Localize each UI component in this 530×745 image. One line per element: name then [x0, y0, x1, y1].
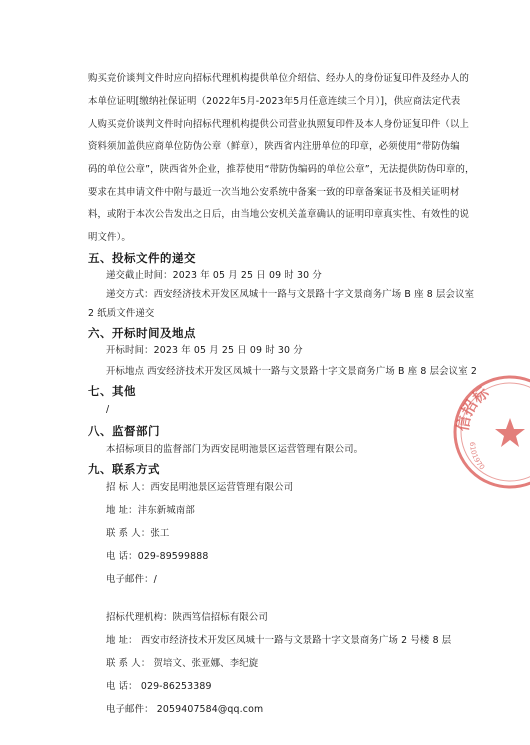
intro-line-7: 料，或附于本次公告发出之日后，由当地公安机关盖章确认的证明印章真实性、有效性的说 [88, 209, 470, 220]
intro-line-6: 要求在其申请文件中附与最近一次当地公安系统中备案一致的印章备案证书及相关证明材 [88, 187, 460, 198]
tenderer-address: 地 址：沣东新城南部 [106, 505, 195, 516]
section-8-heading: 八、监督部门 [88, 424, 160, 438]
intro-line-4: 资料须加盖供应商单位防伪公章（鲜章），陕西省内注册单位的印章，必须使用“带防伪编 [88, 141, 460, 152]
submission-method-line-1: 递交方式：西安经济技术开发区凤城十一路与文景路十字文景商务广场 B 座 8 层会议室 [106, 289, 475, 300]
tenderer-name: 招 标 人：西安昆明池景区运营管理有限公司 [106, 482, 294, 493]
submission-deadline: 递交截止时间：2023 年 05 月 25 日 09 时 30 分 [106, 270, 322, 281]
other-content: / [106, 404, 110, 415]
submission-method-line-2: 2 纸质文件递交 [88, 308, 155, 319]
section-7-heading: 七、其他 [88, 384, 136, 398]
tenderer-email: 电子邮件：/ [106, 574, 157, 585]
opening-place: 开标地点 西安经济技术开发区凤城十一路与文景路十字文景商务广场 B 座 8 层会议室 2 [106, 366, 477, 377]
agency-contact: 联 系 人： 贺培文、张亚娜、李纪旋 [106, 658, 259, 669]
intro-line-2: 本单位证明[缴纳社保证明（2022年5月-2023年5月任意连续三个月）]，供应商法定代表 [88, 96, 461, 107]
agency-phone: 电 话： 029-86253389 [106, 681, 212, 692]
tenderer-contact: 联 系 人：张工 [106, 528, 170, 539]
intro-line-3: 人购买竞价谈判文件时向招标代理机构提供公司营业执照复印件及本人身份证复印件（以上 [88, 119, 470, 130]
seal-code: 6101970 [467, 441, 487, 472]
seal-star-icon [495, 418, 525, 447]
intro-line-5: 码的单位公章”，陕西省外企业，推荐使用“带防伪编码的单位公章”，无法提供防伪印章的， [88, 164, 475, 175]
intro-line-1: 购买竞价谈判文件时应向招标代理机构提供单位介绍信、经办人的身份证复印件及经办人的 [88, 73, 470, 84]
tenderer-phone: 电 话：029-89599888 [106, 551, 209, 562]
seal-text: 信招标 [453, 383, 493, 433]
agency-email: 电子邮件： 2059407584@qq.com [106, 704, 264, 715]
opening-time: 开标时间：2023 年 05 月 25 日 09 时 30 分 [106, 345, 303, 356]
agency-address: 地 址： 西安市经济技术开发区凤城十一路与文景路十字文景商务广场 2 号楼 8 层 [106, 635, 452, 646]
agency-name: 招标代理机构：陕西笃信招标有限公司 [106, 612, 268, 623]
intro-line-8: 明文件）。 [88, 232, 131, 243]
company-seal-stamp [450, 372, 530, 492]
section-6-heading: 六、开标时间及地点 [88, 326, 196, 340]
supervision-content: 本招标项目的监督部门为西安昆明池景区运营管理有限公司。 [106, 444, 364, 455]
section-5-heading: 五、投标文件的递交 [88, 251, 196, 265]
section-9-heading: 九、联系方式 [88, 462, 160, 476]
